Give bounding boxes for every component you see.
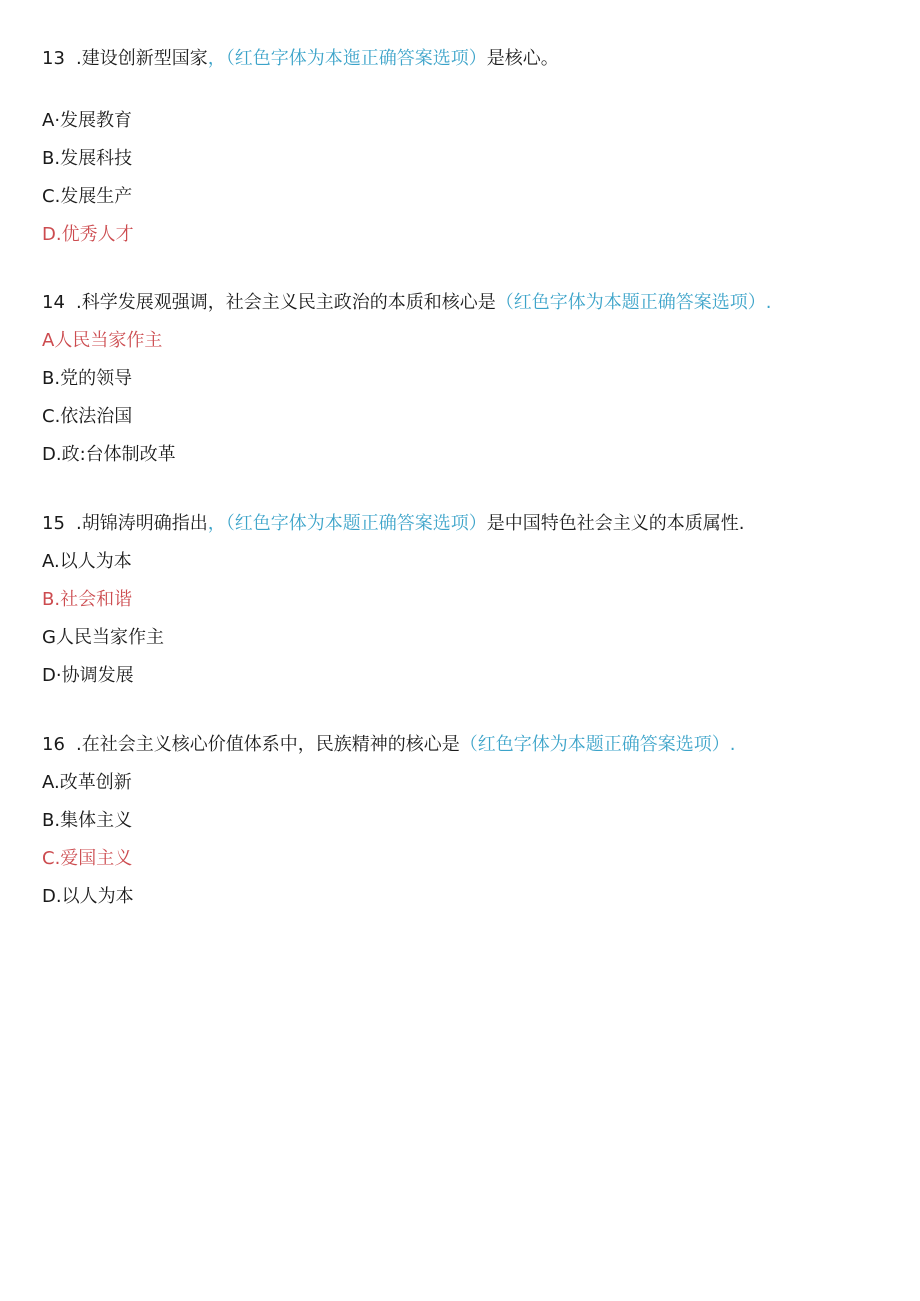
question-stem [42,733,882,757]
stem-text-tail: 是中国特色社会主义的本质属性. [486,513,745,534]
option-d: D.以人为本 [42,886,134,907]
option-a-correct: A人民当家作主 [42,330,163,351]
option-d: D·协调发展 [42,665,134,686]
question-14 [42,291,882,465]
question-number: 14 [42,292,65,313]
stem-text: .在社会主义核心价值体系中，民族精神的核心是 [76,734,460,755]
answer-hint: （红色字体为本题正确答案选项）. [459,734,736,755]
question-15 [42,512,882,686]
question-13 [42,47,882,245]
option-b: B.集体主义 [42,810,133,831]
option-b: B.党的领导 [42,368,133,389]
question-number: 15 [42,513,65,534]
answer-hint: ，（红色字体为本题正确答案选项） [207,513,487,534]
option-a: A.改革创新 [42,772,132,793]
option-d: D.政:台体制改革 [42,444,176,465]
question-number: 16 [42,734,65,755]
question-16 [42,733,882,907]
answer-hint: （红色字体为本题正确答案选项）. [495,292,772,313]
option-c: G人民当家作主 [42,627,164,648]
question-stem [42,512,882,536]
option-d-correct: D.优秀人才 [42,224,134,245]
option-c-correct: C.爱国主义 [42,848,133,869]
question-number: 13 [42,48,65,69]
question-stem [42,47,882,71]
option-c: C.发展生产 [42,186,133,207]
answer-hint: ，（红色字体为本迤正确答案选项） [207,48,487,69]
stem-text: .胡锦涛明确指出 [76,513,208,534]
stem-text: .建设创新型国家 [76,48,208,69]
option-b: B.发展科技 [42,148,133,169]
option-c: C.依法治国 [42,406,133,427]
stem-text-tail: 是核心。 [486,48,559,69]
option-a: A.以人为本 [42,551,132,572]
option-a: A·发展教育 [42,110,133,131]
question-stem [42,291,882,315]
option-b-correct: B.社会和谐 [42,589,133,610]
stem-text: .科学发展观强调，社会主义民主政治的本质和核心是 [76,292,496,313]
